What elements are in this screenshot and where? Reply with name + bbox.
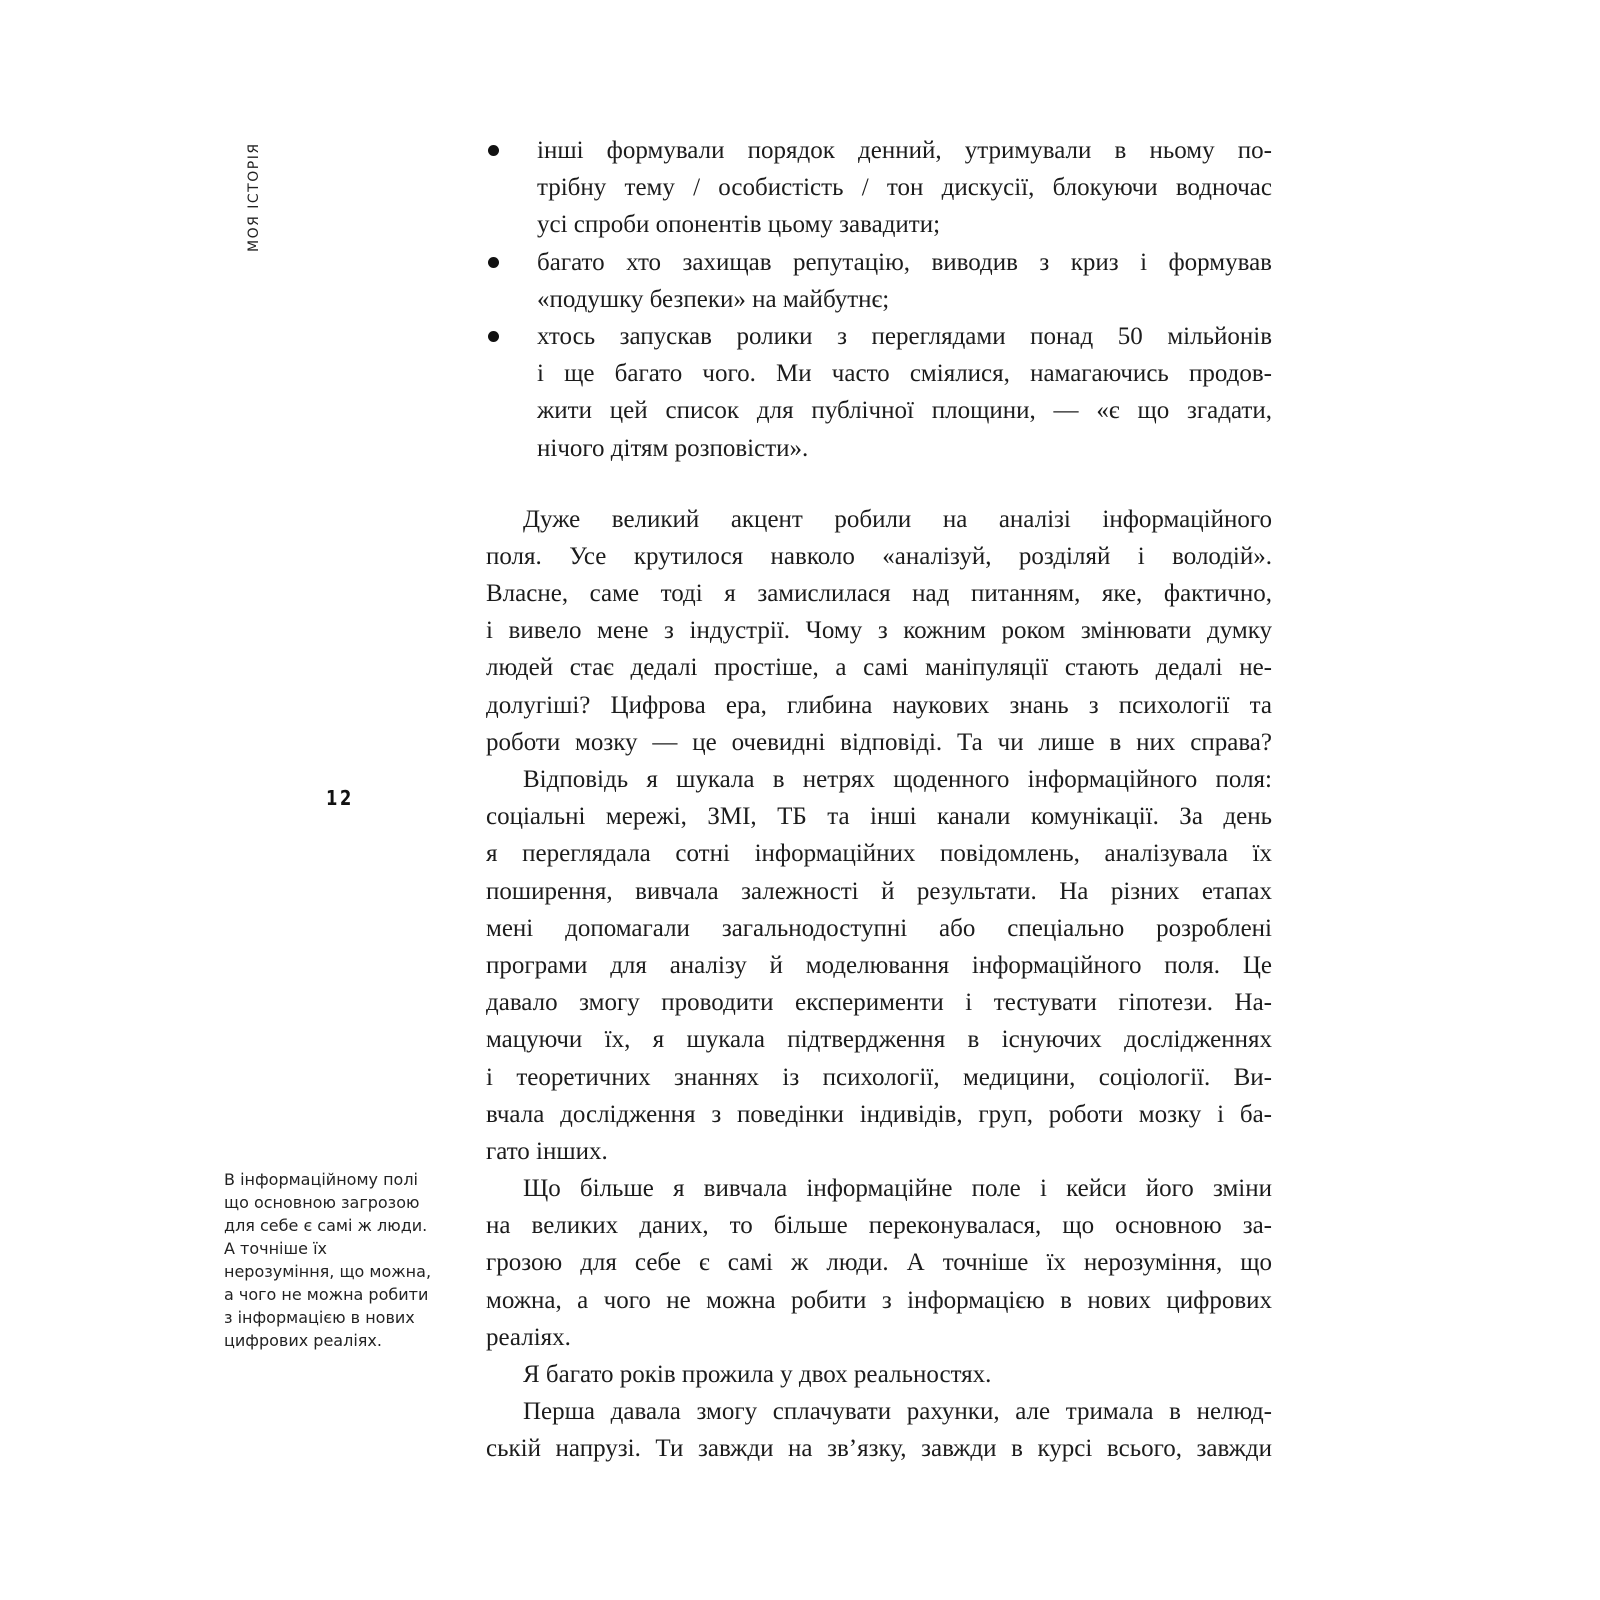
text-line: програми для аналізу й моделювання інформаційного поля. Це xyxy=(486,951,1272,979)
text-line: Власне, саме тоді я замислилася над питанням, яке, фактично, xyxy=(486,580,1272,608)
text-line: соціальні мережі, ЗМІ, ТБ та інші канали комунікації. За день xyxy=(486,803,1272,831)
paragraph xyxy=(486,761,1272,1170)
text-line: вчала дослідження з поведінки індивідів, груп, роботи мозку і ба- xyxy=(486,1100,1272,1128)
text-line: я переглядала сотні інформаційних повідомлень, аналізувала їх xyxy=(486,840,1272,868)
text-line: на великих даних, то більше переконувалася, що основною за- xyxy=(486,1212,1272,1240)
text-line: грозою для себе є самі ж люди. А точніше їх нерозуміння, що xyxy=(486,1249,1272,1277)
bullet-list xyxy=(486,132,1272,467)
text-line: Перша давала змогу сплачувати рахунки, але тримала в нелюд- xyxy=(523,1398,1272,1426)
text-line: трібну тему / особистість / тон дискусії, блокуючи водночас xyxy=(537,174,1272,202)
text-line: поля. Усе крутилося навколо «аналізуй, розділяй і володій». xyxy=(486,542,1272,570)
running-head: МОЯ ІСТОРІЯ xyxy=(246,142,262,252)
text-line: усі спроби опонентів цьому завадити; xyxy=(537,211,941,239)
bullet-item xyxy=(486,318,1272,467)
text-line: можна, а чого не можна робити з інформацією в нових цифрових xyxy=(486,1286,1272,1314)
text-line: Дуже великий акцент робили на аналізі інформаційного xyxy=(523,505,1272,533)
text-line: поширення, вивчала залежності й результати. На різних етапах xyxy=(486,877,1272,905)
text-line: роботи мозку — це очевидні відповіді. Та чи лише в них справа? xyxy=(486,728,1272,756)
bullet-icon xyxy=(488,331,499,342)
paragraph xyxy=(486,501,1272,761)
text-line: інші формували порядок денний, утримували в ньому по- xyxy=(537,137,1272,164)
sidenote-line: В інформаційному полі xyxy=(224,1170,418,1189)
sidenote-line: нерозуміння, що можна, xyxy=(224,1262,432,1281)
sidenote-line: А точніше їх xyxy=(224,1239,327,1258)
text-line: давало змогу проводити експерименти і тестувати гіпотези. На- xyxy=(486,989,1272,1017)
text-line: Я багато років прожила у двох реальностях. xyxy=(523,1361,992,1388)
text-line: «подушку безпеки» на майбутнє; xyxy=(537,285,890,313)
paragraph xyxy=(486,1356,1272,1393)
text-line: мацуючи їх, я шукала підтвердження в існуючих дослідженнях xyxy=(486,1026,1272,1054)
sidenote-line: для себе є самі ж люди. xyxy=(224,1216,428,1235)
sidenote-line: з інформацією в нових xyxy=(224,1308,415,1327)
text-line: і вивело мене з індустрії. Чому з кожним роком змінювати думку xyxy=(486,617,1272,645)
text-line: реаліях. xyxy=(486,1323,571,1351)
text-line: Відповідь я шукала в нетрях щоденного інформаційного поля: xyxy=(523,766,1272,793)
paragraph xyxy=(486,1393,1272,1467)
main-text-column xyxy=(486,132,1272,1468)
sidenote-line: що основною загрозою xyxy=(224,1193,420,1212)
bullet-item xyxy=(486,244,1272,318)
text-line: і теоретичних знаннях із психології, медицини, соціології. Ви- xyxy=(486,1063,1272,1091)
text-line: жити цей список для публічної площини, — «є що згадати, xyxy=(537,397,1272,425)
text-line: нічого дітям розповісти». xyxy=(537,434,809,462)
paragraph xyxy=(486,1170,1272,1356)
margin-sidenote xyxy=(224,1168,454,1352)
text-line: хтось запускав ролики з переглядами понад 50 мільйонів xyxy=(537,322,1272,350)
text-line: і ще багато чого. Ми часто сміялися, намагаючись продов- xyxy=(537,360,1272,388)
bullet-icon xyxy=(488,257,499,268)
text-line: гато інших. xyxy=(486,1137,608,1165)
text-line: людей стає дедалі простіше, а самі маніпуляції стають дедалі не- xyxy=(486,654,1272,682)
sidenote-line: цифрових реаліях. xyxy=(224,1331,382,1350)
bullet-item xyxy=(486,132,1272,244)
text-line: ській напрузі. Ти завжди на зв’язку, завжди в курсі всього, завжди xyxy=(486,1435,1272,1463)
bullet-icon xyxy=(488,145,499,156)
text-line: Що більше я вивчала інформаційне поле і кейси його зміни xyxy=(523,1175,1272,1203)
page-number: 12 xyxy=(326,786,354,810)
text-line: мені допомагали загальнодоступні або спеціально розроблені xyxy=(486,914,1272,942)
text-line: багато хто захищав репутацію, виводив з криз і формував xyxy=(537,248,1272,276)
sidenote-line: а чого не можна робити xyxy=(224,1285,429,1304)
text-line: долугіші? Цифрова ера, глибина наукових знань з психології та xyxy=(486,691,1272,719)
